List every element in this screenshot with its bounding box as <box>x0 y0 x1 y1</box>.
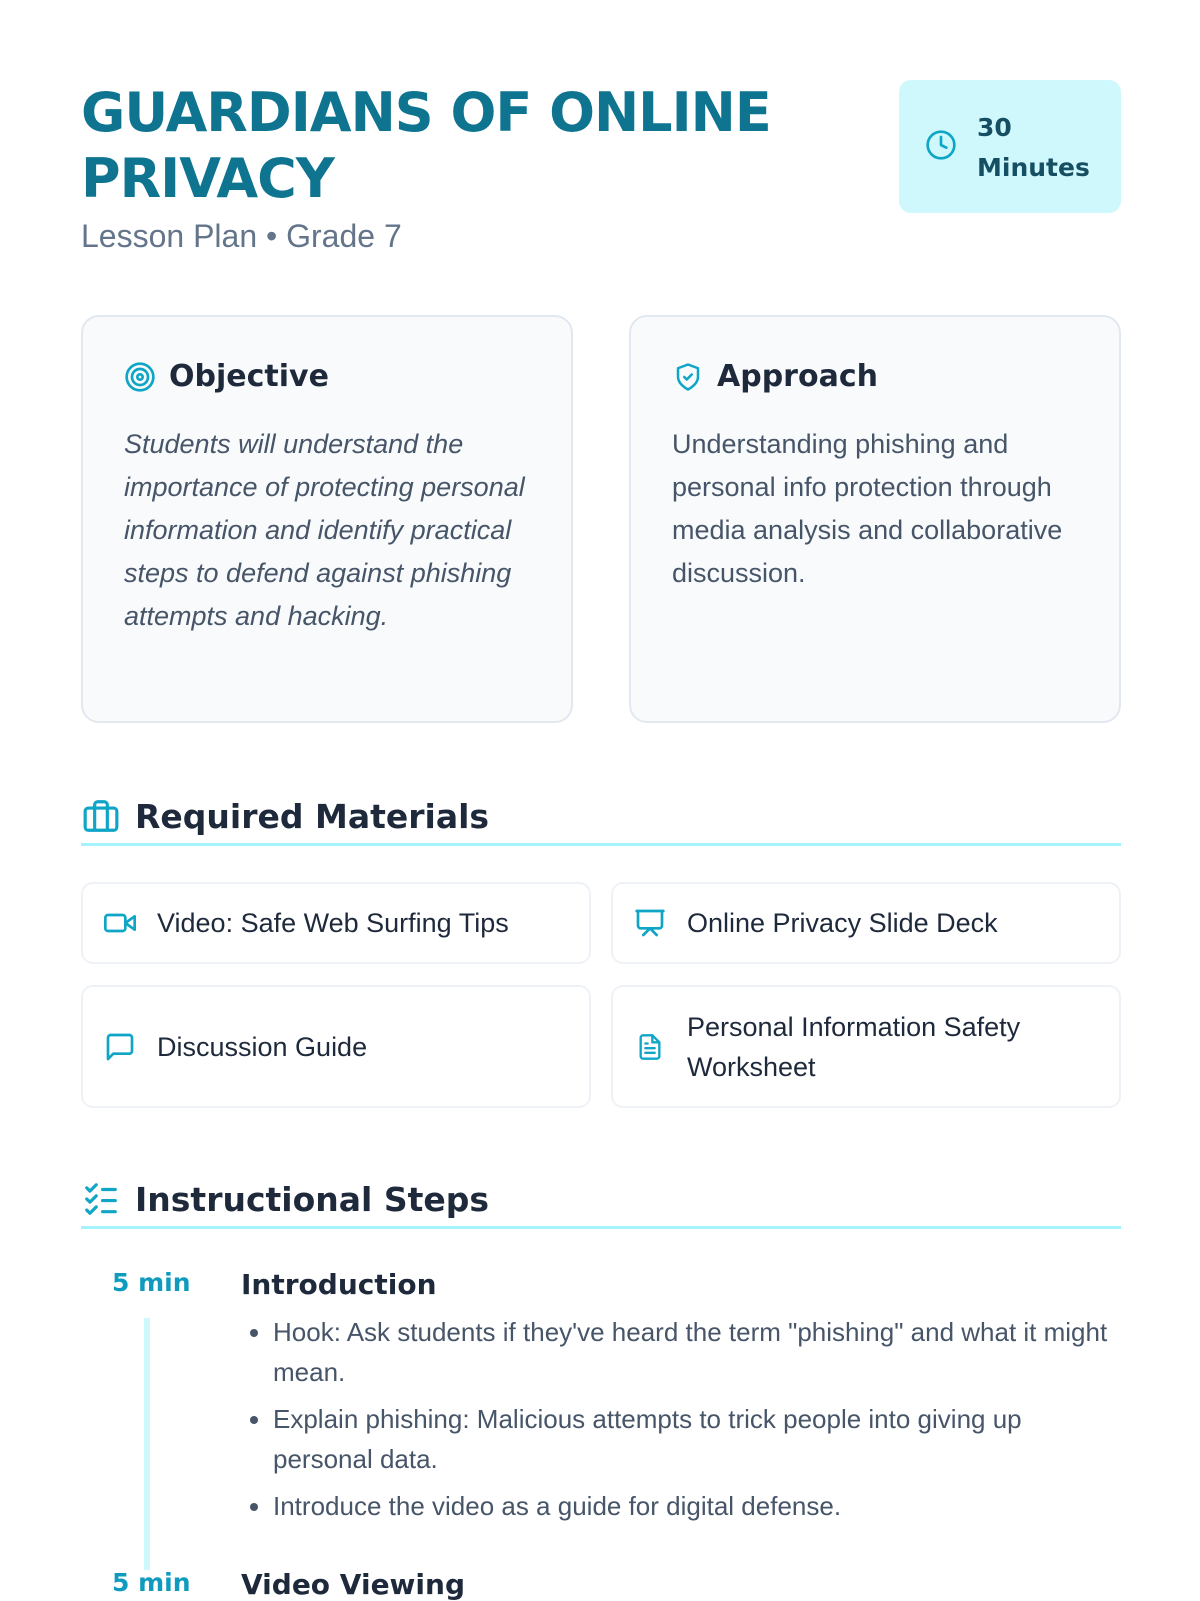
step-title: Video Viewing <box>241 1568 465 1601</box>
presentation-icon <box>633 906 667 940</box>
clock-icon <box>925 129 957 166</box>
material-label: Personal Information Safety Worksheet <box>687 1011 1021 1082</box>
approach-title: Approach <box>717 359 878 394</box>
shield-check-icon <box>671 360 705 394</box>
objective-title: Objective <box>169 359 329 394</box>
approach-card <box>629 315 1121 723</box>
target-icon <box>123 360 157 394</box>
briefcase-icon <box>81 796 121 836</box>
step-bullets <box>241 1312 1123 1533</box>
material-label: Video: Safe Web Surfing Tips <box>157 908 509 938</box>
duration-unit: Minutes <box>977 153 1090 182</box>
step-title: Introduction <box>241 1268 437 1301</box>
video-icon <box>103 906 137 940</box>
step-bullet: • Hook: Ask students if they've heard the term "phishing" and what it might mean. <box>273 1312 1123 1392</box>
page-subtitle: Lesson Plan • Grade 7 <box>81 218 402 254</box>
material-label: Online Privacy Slide Deck <box>687 908 998 938</box>
duration-number: 30 <box>977 113 1012 142</box>
materials-section-header <box>81 789 1121 846</box>
timeline-line <box>144 1318 150 1570</box>
material-item <box>81 882 591 964</box>
materials-title: Required Materials <box>135 796 490 836</box>
header <box>81 80 1121 256</box>
page-title: GUARDIANS OF ONLINE PRIVACY <box>81 81 771 210</box>
steps-title: Instructional Steps <box>135 1179 490 1219</box>
list-checks-icon <box>81 1179 121 1219</box>
material-item <box>611 882 1121 964</box>
objective-text: Students will understand the importance of protecting personal information and identify practical steps to defend against phishing attempts and hacking. <box>124 429 525 631</box>
steps-section-header <box>81 1172 1121 1229</box>
objective-card <box>81 315 573 723</box>
material-item <box>81 985 591 1108</box>
material-item <box>611 985 1121 1108</box>
approach-text: Understanding phishing and personal info protection through media analysis and collaborative discussion. <box>672 429 1063 588</box>
file-text-icon <box>633 1030 667 1064</box>
material-label: Discussion Guide <box>157 1031 368 1062</box>
step-bullet: • Introduce the video as a guide for digital defense. <box>273 1486 1123 1526</box>
duration-badge <box>899 80 1121 213</box>
step-time: 5 min <box>112 1568 191 1597</box>
step-time: 5 min <box>112 1268 191 1297</box>
step-bullet: • Explain phishing: Malicious attempts to trick people into giving up personal data. <box>273 1399 1123 1479</box>
message-square-icon <box>103 1030 137 1064</box>
